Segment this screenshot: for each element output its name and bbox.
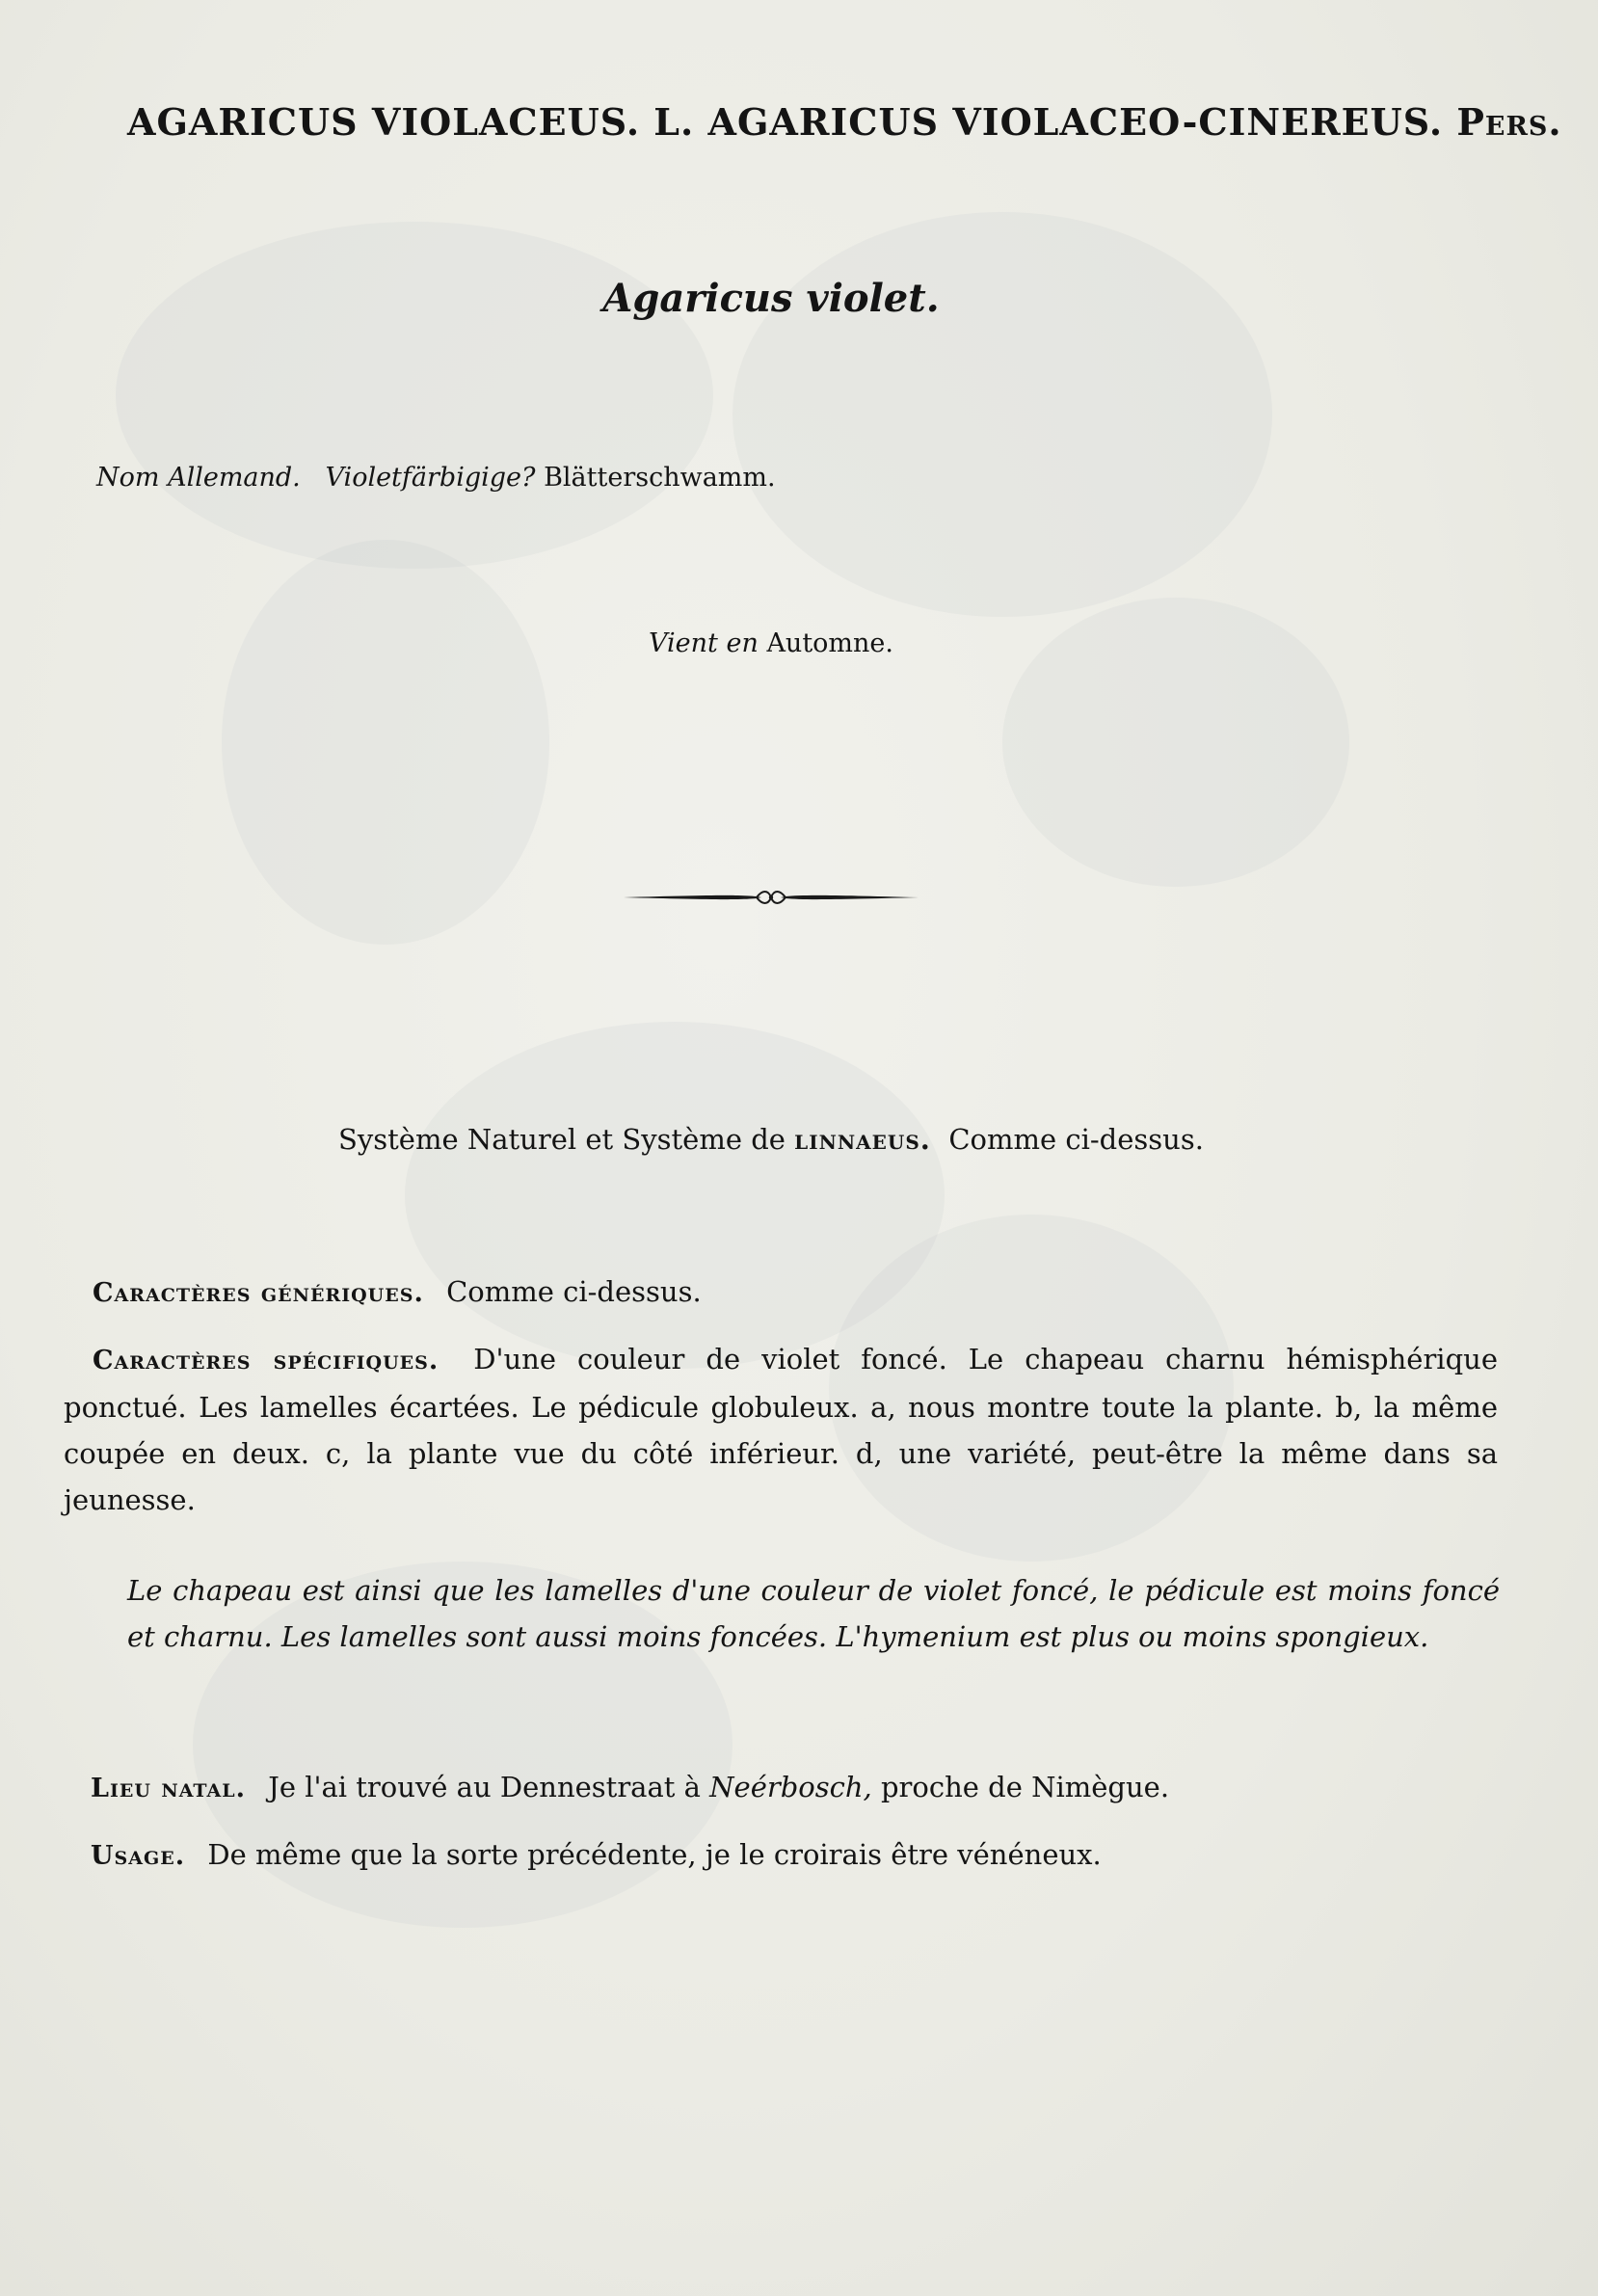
german-name-italic: Violetfärbigige? <box>325 463 536 493</box>
generic-characters-text: Comme ci-dessus. <box>446 1275 702 1308</box>
usage-label: Usage. <box>91 1841 186 1871</box>
specific-characters-label: Caractères spécifiques. <box>93 1346 439 1375</box>
season-italic: Vient en <box>649 628 759 658</box>
specific-characters-text: D'une couleur de violet foncé. Le chapeau charnu hémisphérique ponctué. Les lamelles écartées. Le pédicule globuleux. a, nous montre toute la plante. b, la même coupée en deux. c, la plante vue du côté inférieur. d, une variété, peut-être la même dans sa jeunesse. <box>64 1343 1498 1516</box>
generic-characters-label: Caractères génériques. <box>93 1278 424 1308</box>
habitat-place: Neérbosch, <box>709 1771 872 1803</box>
title-author-linnaeus: L. <box>653 100 695 144</box>
system-text: Système Naturel et Système de <box>338 1123 786 1156</box>
system-line <box>0 1123 1542 1156</box>
generic-characters <box>93 1268 702 1317</box>
title-species: AGARICUS VIOLACEUS. <box>127 100 641 144</box>
habitat-text: Je l'ai trouvé au Dennestraat à <box>268 1771 701 1803</box>
title-synonym: AGARICUS VIOLACEO-CINEREUS. <box>707 100 1444 144</box>
german-name-text: Blätterschwamm. <box>544 463 776 493</box>
specific-characters <box>64 1336 1498 1523</box>
habitat-label: Lieu natal. <box>91 1774 246 1803</box>
season-line <box>0 630 1542 656</box>
usage <box>91 1831 1102 1880</box>
show-through-shape <box>732 212 1272 617</box>
german-name-line <box>96 465 776 491</box>
usage-text: De même que la sorte précédente, je le croirais être vénéneux. <box>207 1838 1102 1871</box>
french-name: Agaricus violet. <box>602 276 940 321</box>
show-through-shape <box>116 222 713 569</box>
ornament-divider <box>622 885 920 910</box>
habitat-text-after: proche de Nimègue. <box>880 1771 1170 1803</box>
system-value: Comme ci-dessus. <box>948 1123 1204 1156</box>
habitat <box>91 1764 1169 1812</box>
title-author-persoon: Pers. <box>1456 100 1562 144</box>
season-text: Automne. <box>766 628 893 658</box>
system-author: linnaeus. <box>794 1123 931 1156</box>
page-title <box>127 100 1562 144</box>
observation-paragraph: Le chapeau est ainsi que les lamelles d'une couleur de violet foncé, le pédicule est moins foncé et charnu. Les lamelles sont aussi moins foncées. L'hymenium est plus ou moins spongieux. <box>127 1574 1500 1653</box>
german-name-label: Nom Allemand. <box>96 463 301 493</box>
show-through-shape <box>222 540 549 945</box>
